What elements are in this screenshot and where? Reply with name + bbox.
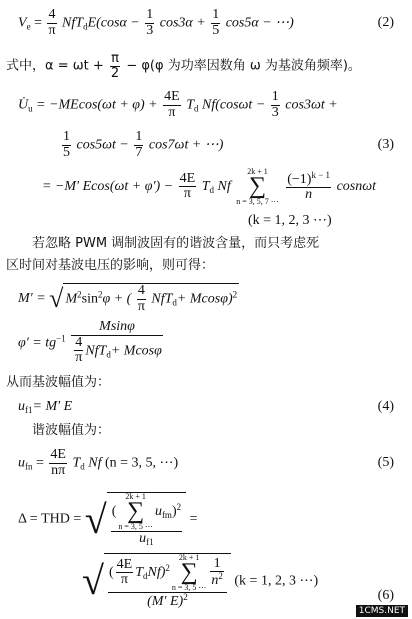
equation-number-6: (6): [377, 588, 394, 603]
eq2-lhs: V: [18, 15, 27, 31]
definition-line: 式中，α = ωt + $\frac{\pi}{2}$ − φ(φ 为功率因数角 ω 为基波角频率)。: [6, 51, 361, 81]
equation-2: $V_e$ = $\frac{4}{\pi}$ NfT$_d$E(cosα − $\frac{1}{3}$ cos3α + $\frac{1}{5}$ cos5α − ⋯): [18, 7, 294, 38]
paragraph-line-2: 区时间对基波电压的影响，则可得：: [6, 258, 215, 273]
eq2-frac-1: $\frac{4}{\pi}$: [48, 7, 56, 38]
summation: 2k + 1 ∑ n = 3, 5, 7 ⋯: [236, 167, 279, 206]
equation-phi-prime: $\varphi' = tg^{-1}$ Msinφ $\frac{4}{\pi}$ NfT$_d$+ Mcosφ: [18, 319, 162, 366]
equation-3-line-1: $U̇_u = -MEcos(\omega t + \varphi)$ + $\frac{4E}{\pi}$ $T_d$ Nf(cosωt − $\frac{1}{3}$ cos3ωt +: [18, 89, 338, 120]
equation-number-3: (3): [377, 137, 394, 152]
text-fundamental: 从而基波幅值为：: [6, 375, 111, 390]
paragraph-line-1: 若忽略 PWM 调制波固有的谐波含量，而只考虑死: [32, 236, 320, 251]
equation-3-line-3: = −M′ Ecos(ωt + φ′) − $\frac{4E}{\pi}$ $T_d$ Nf 2k + 1 ∑ n = 3, 5, 7 ⋯ $\frac{(-1)^{k - 1}}{n}$ cosnωt: [42, 167, 376, 206]
equation-6-line-1: Δ = THD = √ ( 2k + 1 ∑ n = 3, 5 ⋯ $u_{fm})^2$ $u_{f1}$ =: [18, 492, 198, 547]
equation-m-prime: M′ = √ $M^2\sin^2\varphi$ + ( $\frac{4}{\pi}$ NfT$_d$+ Mcosφ)$^2$: [18, 283, 238, 314]
equation-number-4: (4): [377, 399, 394, 414]
def-frac: $\frac{\pi}{2}$: [110, 51, 120, 81]
equation-4: $u_{f1}= M'$ E: [18, 399, 73, 415]
equation-3-range: (k = 1, 2, 3 ⋯): [248, 213, 332, 228]
watermark-logo: 1CMS.NET: [356, 605, 408, 617]
equation-5: $u_{fn}$ = $\frac{4E}{n\pi}$ $T_d$ Nf (n = 3, 5, ⋯): [18, 447, 179, 478]
eq2-frac-2: $\frac{1}{3}$: [146, 7, 154, 38]
equation-6-line-2: √ ( $\frac{4E}{\pi}$ $T_dNf)^2$ 2k + 1 ∑ n = 3, 5 ⋯ $\frac{1}{n^2}$ (M′ E)$^2$ (k = 1, 2, 3 ⋯): [82, 553, 319, 609]
equation-3-line-2: $\frac{1}{5}$ cos5ωt − $\frac{1}{7}$ cos7ωt + ⋯): [63, 129, 224, 160]
equation-number-5: (5): [377, 455, 394, 470]
text-harmonic: 谐波幅值为：: [32, 423, 111, 438]
equation-number-2: (2): [377, 15, 394, 30]
eq2-frac-3: $\frac{1}{5}$: [212, 7, 220, 38]
